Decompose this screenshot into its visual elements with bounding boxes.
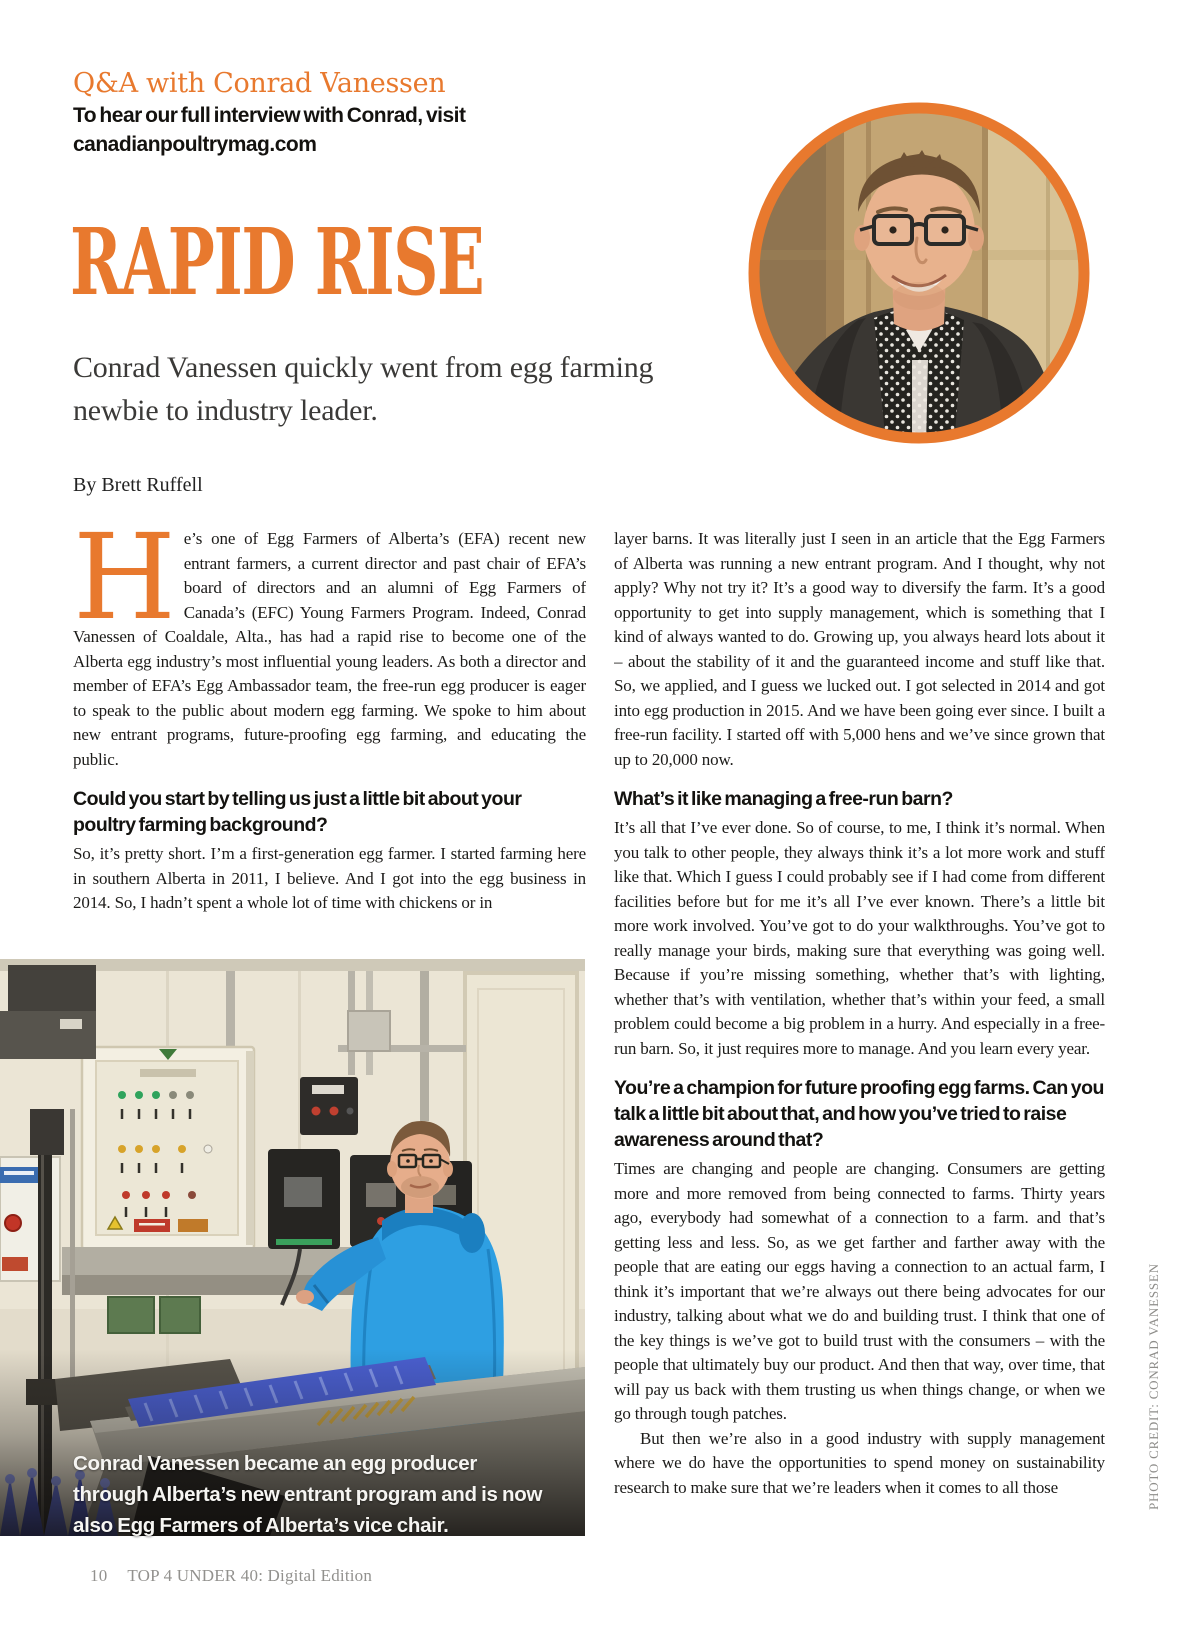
intro-paragraph bbox=[73, 527, 586, 772]
answer-3-para1: Times are changing and people are changing. Consumers are getting more and more removed from being connected to farms. Thirty years ago, everybody had somewhat of a connection to a farm. and that’s getting less and less. So, as we get farther and farther away with the people that are eating our eggs having a connection to an actual farm, I think it’s important that we’re always out there being advocates for our industry, talking about what we do and building trust. I think that one of the key things is we’ve got to build trust with the consumers – with the people that ultimately buy our product. And then that way, over time, that will pay us back with them trusting us when things change, or when we go through tough patches. bbox=[614, 1159, 1105, 1423]
portrait-illustration bbox=[746, 100, 1092, 446]
question-2: What’s it like managing a free-run barn? bbox=[614, 788, 953, 810]
column-right bbox=[614, 527, 1105, 1543]
question-3: You’re a champion for future proofing egg farms. Can you talk a little bit about that, and how you’ve tried to raise awareness around that? bbox=[614, 1077, 1104, 1151]
portrait-photo bbox=[746, 100, 1092, 446]
answer-2: It’s all that I’ve ever done. So of course, to me, I think it’s normal. When you talk to other people, they always think it’s a lot more work and stuff like that. Which I guess I could probably see if I had come from different facilities before but for me it’s all I’ve ever known. There’s a little bit more work involved. You’ve got to do your walkthroughs. You’ve got to really manage your birds, making sure that everything was going well. Because if you’re missing something, whether that’s with lighting, whether that’s with ventilation, whether that’s within your feed, a small problem could become a big problem in a hurry. And especially in a free-run barn. So, it just requires more to manage. And you learn every year. bbox=[614, 818, 1105, 1058]
article-title-text: RAPID RISE bbox=[70, 208, 484, 316]
photo-credit: PHOTO CREDIT: CONRAD VANESSEN bbox=[1146, 1263, 1161, 1510]
page-footer bbox=[90, 1566, 372, 1586]
question-1: Could you start by telling us just a little bit about your poultry farming background? bbox=[73, 788, 522, 836]
intro-text: e’s one of Egg Farmers of Alberta’s (EFA) recent new entrant farmers, a current director and past chair of EFA’s board of directors and an alumni of Egg Farmers of Canada’s (EFC) Young Farmers Program. Indeed, Conrad Vanessen of Coaldale, Alta., has had a rapid rise to become one of the Alberta egg industry’s most influential young leaders. As both a director and member of EFA’s Egg Ambassador team, the free-run egg producer is eager to speak to the public about modern egg farming. We spoke to him about new entrant programs, future-proofing egg farming, and educating the public. bbox=[73, 529, 586, 769]
answer-3-para2: But then we’re also in a good industry with supply management where we do have the opportunities to spend money on sustainability research to make sure that we’re leaders when it comes to all those bbox=[614, 1428, 1105, 1497]
answer-1-part2: layer barns. It was literally just I seen in an article that the Egg Farmers of Alberta was running a new entrant program. And I thought, why not apply? Why not try it? It’s a good way to diversify the farm. It’s a good opportunity to get into supply management, which is something that I kind of always wanted to do. Growing up, you always heard lots about it – about the stability of it and the guaranteed income and stuff like that. So, we applied, and I guess we lucked out. I got selected in 2014 and got into egg production in 2015. And we have been going ever since. I built a free-run facility. I started off with 5,000 hens and we’ve since grown that up to 20,000 now. bbox=[614, 529, 1105, 769]
deck: Conrad Vanessen quickly went from egg farming newbie to industry leader. bbox=[73, 351, 654, 427]
photo-caption: Conrad Vanessen became an egg producer through Alberta’s new entrant program and is now also Egg Farmers of Alberta’s vice chair. bbox=[73, 1452, 543, 1537]
kicker: Q&A with Conrad Vanessen bbox=[73, 68, 446, 99]
teaser-line1: To hear our full interview with Conrad, visit bbox=[73, 104, 466, 127]
edition-label: TOP 4 UNDER 40: Digital Edition bbox=[127, 1566, 373, 1585]
teaser-url[interactable]: canadianpoultrymag.com bbox=[73, 133, 317, 156]
article-title bbox=[70, 208, 590, 316]
dropcap: H bbox=[73, 527, 176, 646]
page-number: 10 bbox=[90, 1566, 108, 1585]
byline: By Brett Ruffell bbox=[73, 474, 203, 496]
column-left bbox=[73, 527, 586, 955]
answer-1-part1: So, it’s pretty short. I’m a first-generation egg farmer. I started farming here in southern Alberta in 2011, I believe. And I got into the egg business in 2014. So, I hadn’t spent a whole lot of time with chickens or in bbox=[73, 844, 586, 912]
teaser bbox=[73, 101, 466, 159]
